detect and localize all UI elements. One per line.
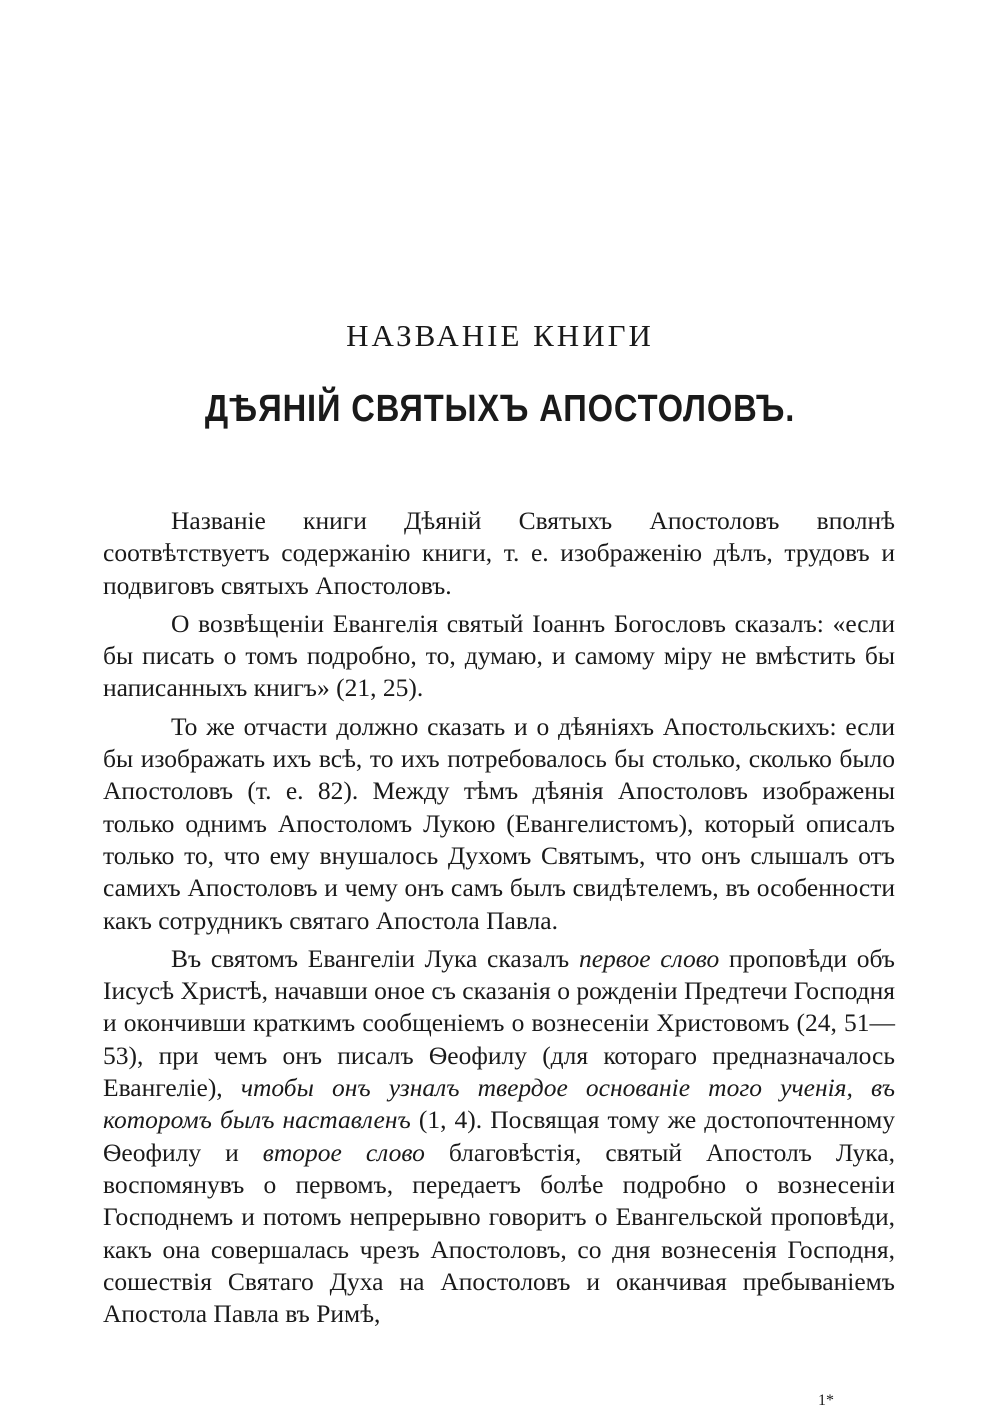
- section-heading: НАЗВАНІЕ КНИГИ: [346, 318, 654, 353]
- paragraph-4: [103, 943, 895, 1331]
- signature-mark: 1*: [818, 1392, 834, 1409]
- body-text: [103, 505, 895, 1336]
- paragraph-4-text: проповѣди объ Іисусѣ Христѣ, начавши оное съ сказанія о рожденіи Предтечи Господня и окончивши краткимъ сообщеніемъ о вознесеніи Христовомъ (24, 51—53), при чемъ онъ писалъ Ѳеофилу (для котораго предназначалось Евангеліе),: [103, 943, 895, 1103]
- paragraph-4-text: (1, 4). Посвящая тому же достопочтенному Ѳеофилу и: [103, 1105, 895, 1167]
- italic-phrase: первое слово: [578, 943, 720, 973]
- paragraph-2: О возвѣщеніи Евангелія святый Іоаннъ Богословъ сказалъ: «если бы писать о томъ подробно, то, думаю, и самому міру не вмѣстить бы написанныхъ книгъ» (21, 25).: [103, 608, 895, 703]
- paragraph-4-text: Въ святомъ Евангеліи Лука сказалъ: [171, 943, 579, 973]
- italic-phrase: чтобы онъ узналъ твердое основаніе того ученія, въ которомъ былъ наставленъ: [103, 1073, 896, 1135]
- paragraph-1: Названіе книги Дѣяній Святыхъ Апостоловъ вполнѣ соотвѣтствуетъ содержанію книги, т. е. изображенію дѣлъ, трудовъ и подвиговъ святыхъ Апостоловъ.: [103, 506, 895, 600]
- book-title: ДѢЯНІЙ СВЯТЫХЪ АПОСТОЛОВЪ.: [204, 388, 796, 430]
- italic-phrase: второе слово: [262, 1137, 425, 1167]
- paragraph-4-text: благовѣстія, святый Апостолъ Лука, воспомянувъ о первомъ, передаетъ болѣе подробно о вознесеніи Господнемъ и потомъ непрерывно говоритъ о Евангельской проповѣди, какъ она совершалась чрезъ Апостоловъ, со дня вознесенія Господня, сошествія Святаго Духа на Апостоловъ и оканчивая пребываніемъ Апостола Павла въ Римѣ,: [103, 1137, 895, 1329]
- paragraph-3: То же отчасти должно сказать и о дѣяніяхъ Апостольскихъ: если бы изображать ихъ всѣ, то ихъ потребовалось бы столько, сколько было Апостоловъ (т. е. 82). Между тѣмъ дѣянія Апостоловъ изображены только однимъ Апостоломъ Лукою (Евангелистомъ), который описалъ только то, что ему внушалось Духомъ Святымъ, что онъ слышалъ отъ самихъ Апостоловъ и чему онъ самъ былъ свидѣтелемъ, въ особенности какъ сотрудникъ святаго Апостола Павла.: [103, 711, 895, 935]
